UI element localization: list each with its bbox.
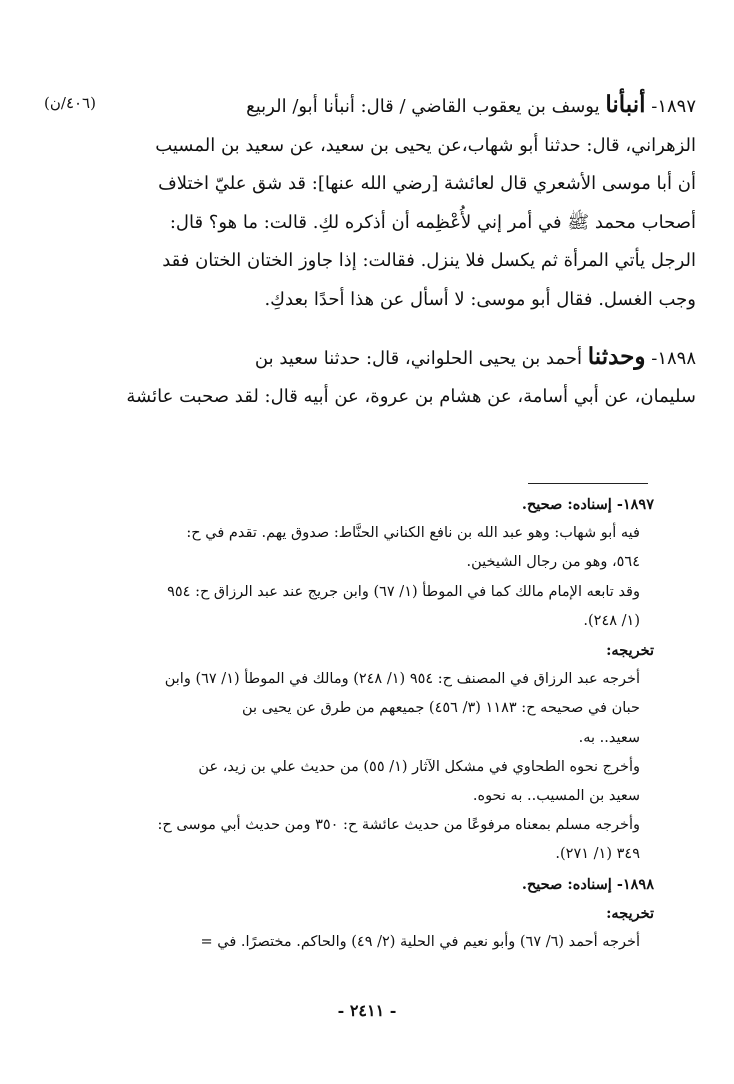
footnote-separator [528, 483, 648, 484]
hadith-1897-line-1 [108, 86, 696, 127]
hadith-text: يوسف بن يعقوب القاضي / قال: أنبأنا أبو/ الربيع [246, 96, 600, 117]
hadith-1897-line: الرجل يأتي المرأة ثم يكسل فلا ينزل. فقالت: إذا جاوز الختان الختان فقد [162, 250, 696, 272]
footnote-line: أخرجه أحمد (٦/ ٦٧) وأبو نعيم في الحلية (٢/ ٤٩) والحاكم. مختصرًا. في = [200, 934, 640, 951]
footnote-line: وأخرجه مسلم بمعناه مرفوعًا من حديث عائشة ح: ٣٥٠ ومن حديث أبي موسى ح: [157, 817, 640, 834]
footnote-line: فيه أبو شهاب: وهو عبد الله بن نافع الكناني الحنَّاط: صدوق يهم. تقدم في ح: [186, 525, 640, 542]
hadith-1897-line: الزهراني، قال: حدثنا أبو شهاب،عن يحيى بن سعيد، عن سعيد بن المسيب [155, 134, 696, 156]
footnote-1897-heading: ١٨٩٧- إسناده: صحيح. [521, 496, 654, 513]
manuscript-folio-reference: (٤٠٦/ن) [44, 94, 96, 112]
page-number: - ٢٤١١ - [337, 1001, 397, 1020]
hadith-number: ١٨٩٨- [651, 347, 696, 369]
footnote-line: أخرجه عبد الرزاق في المصنف ح: ٩٥٤ (١/ ٢٤٨) ومالك في الموطأ (١/ ٦٧) وابن [164, 671, 640, 688]
footnote-line: سعيد.. به. [578, 729, 640, 746]
footnote-line: ٥٦٤، وهو من رجال الشيخين. [466, 554, 640, 571]
hadith-main-text [108, 86, 696, 417]
footnote-line: وأخرج نحوه الطحاوي في مشكل الآثار (١/ ٥٥) من حديث علي بن زيد، عن [198, 758, 640, 775]
footnotes [108, 490, 654, 957]
hadith-1897-line: أصحاب محمد ﷺ في أمر إني لأُعْظِمه أن أذكره لكِ. قالت: ما هو؟ قال: [169, 211, 696, 233]
hadith-1898-line-1 [108, 338, 696, 379]
footnote-line: (١/ ٢٤٨). [583, 612, 640, 629]
footnote-line: سعيد بن المسيب.. به نحوه. [472, 788, 640, 805]
narration-keyword: أنبأنا [605, 91, 646, 118]
narration-keyword: وحدثنا [587, 342, 646, 370]
footnote-1898-heading: ١٨٩٨- إسناده: صحيح. [521, 875, 654, 893]
hadith-1897-line: وجب الغسل. فقال أبو موسى: لا أسأل عن هذا أحدًا بعدكِ. [264, 288, 696, 310]
footnote-line: ٣٤٩ (١/ ٢٧١). [555, 846, 640, 863]
footnote-line: وقد تابعه الإمام مالك كما في الموطأ (١/ ٦٧) وابن جريج عند عبد الرزاق ح: ٩٥٤ [167, 583, 640, 600]
takhrij-heading: تخريجه: [606, 642, 654, 660]
hadith-text: أحمد بن يحيى الحلواني، قال: حدثنا سعيد بن [254, 347, 583, 369]
hadith-1898-line: سليمان، عن أبي أسامة، عن هشام بن عروة، عن أبيه قال: لقد صحبت عائشة [126, 386, 696, 408]
hadith-number: ١٨٩٧- [651, 96, 696, 117]
footnote-line: حبان في صحيحه ح: ١١٨٣ (٣/ ٤٥٦) جميعهم من طرق عن يحيى بن [242, 700, 640, 717]
hadith-1897-line: أن أبا موسى الأشعري قال لعائشة [رضي الله عنها]: قد شق عليّ اختلاف [158, 173, 696, 195]
takhrij-heading: تخريجه: [606, 904, 654, 922]
